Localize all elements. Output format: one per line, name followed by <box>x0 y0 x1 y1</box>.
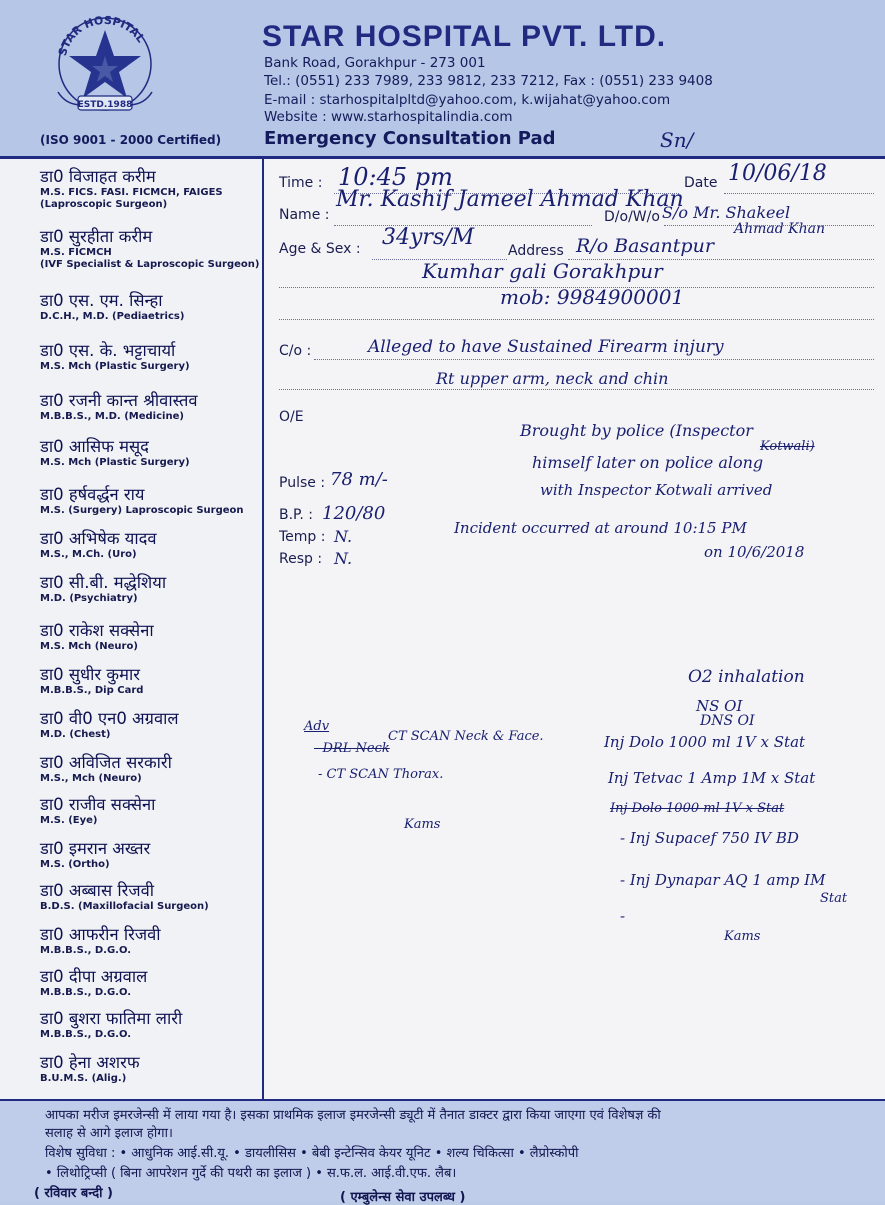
doctor-qualification: M.B.B.S., Dip Card <box>40 685 144 696</box>
examination-strike: Kotwali) <box>760 439 815 454</box>
doctor-entry <box>40 341 262 373</box>
footer-facilities-2: • लिथोट्रिप्सी ( बिना आपरेशन गुर्दे की पथरी का इलाज ) • स.फ.ल. आई.वी.एफ. लैब। <box>45 1166 457 1181</box>
doctor-qualification: B.D.S. (Maxillofacial Surgeon) <box>40 901 209 912</box>
doctor-name: डा0 इमरान अख्तर <box>40 839 151 858</box>
hospital-name: STAR HOSPITAL PVT. LTD. <box>262 20 667 53</box>
doctor-name: डा0 सी.बी. मद्धेशिया <box>40 573 167 592</box>
doctor-name: डा0 विजाहत करीम <box>40 167 156 186</box>
star-hospital-logo <box>48 12 163 124</box>
rx-5: - Inj Dynapar AQ 1 amp IM <box>620 871 826 889</box>
doctor-entry <box>40 709 262 741</box>
doctor-name: डा0 वी0 एन0 अग्रवाल <box>40 709 179 728</box>
signature-1: Kams <box>404 817 441 832</box>
temp-value: N. <box>334 527 353 546</box>
doctor-entry <box>40 881 262 913</box>
footer-facilities: विशेष सुविधा : • आधुनिक आई.सी.यू. • डायलीसिस • बेबी इन्टेन्सिव केयर यूनिट • शल्य चिकित्सा • लैप्रोस्कोपी <box>45 1146 579 1161</box>
doctor-entry <box>40 665 262 697</box>
address-value-1: R/o Basantpur <box>576 235 714 257</box>
doctor-entry <box>40 839 262 871</box>
time-value: 10:45 pm <box>338 163 453 191</box>
doctor-qualification: M.S. FICMCH <box>40 247 112 258</box>
doctor-entry <box>40 291 262 323</box>
pulse-label: Pulse : <box>279 475 326 491</box>
advice-struck: - DRL Neck <box>314 741 390 756</box>
bp-label: B.P. : <box>279 507 313 523</box>
doctor-entry <box>40 967 262 999</box>
temp-label: Temp : <box>279 529 326 545</box>
rx-5-stat: Stat <box>820 891 848 906</box>
doctor-entry <box>40 573 262 605</box>
doctor-name: डा0 हेना अशरफ <box>40 1053 140 1072</box>
doctor-qualification: B.U.M.S. (Alig.) <box>40 1073 127 1084</box>
examination-value-1: Brought by police (Inspector <box>520 421 753 440</box>
doctor-name: डा0 एस. के. भट्टाचार्या <box>40 341 176 360</box>
doctor-name: डा0 आसिफ मसूद <box>40 437 149 456</box>
dns-note: DNS OI <box>700 713 755 729</box>
doctor-qualification: D.C.H., M.D. (Pediaetrics) <box>40 311 185 322</box>
name-value: Mr. Kashif Jameel Ahmad Khan <box>336 187 684 212</box>
rx-1: Inj Dolo 1000 ml 1V x Stat <box>604 733 806 751</box>
hospital-website: Website : www.starhospitalindia.com <box>264 109 513 125</box>
svg-text:ESTD.1988: ESTD.1988 <box>77 100 133 110</box>
doctor-qualification: M.B.B.S., M.D. (Medicine) <box>40 411 184 422</box>
complaint-value-1: Alleged to have Sustained Firearm injury <box>368 337 724 357</box>
doctor-qualification: M.S. FICS. FASI. FICMCH, FAIGES <box>40 187 223 198</box>
doctor-qualification: M.S. (Surgery) Laproscopic Surgeon <box>40 505 244 516</box>
doctor-name: डा0 दीपा अग्रवाल <box>40 967 148 986</box>
doctor-name: डा0 एस. एम. सिन्हा <box>40 291 163 310</box>
pad-mark-handwritten: Sn/ <box>660 128 694 152</box>
relation-value: S/o Mr. Shakeel <box>662 203 791 222</box>
doctor-name: डा0 आफरीन रिजवी <box>40 925 161 944</box>
doctor-entry <box>40 621 262 653</box>
doctor-qualification: M.D. (Chest) <box>40 729 111 740</box>
footer-notice <box>0 1099 885 1205</box>
footer-ambulance: ( एम्बुलेन्स सेवा उपलब्ध ) <box>340 1190 466 1205</box>
hospital-address: Bank Road, Gorakhpur - 273 001 <box>264 55 486 71</box>
doctor-name: डा0 राकेश सक्सेना <box>40 621 154 640</box>
resp-value: N. <box>334 549 353 568</box>
doctor-specialty: (Laproscopic Surgeon) <box>40 199 168 210</box>
o2-note: O2 inhalation <box>688 667 805 687</box>
rx-6: - <box>620 907 626 925</box>
footer-sunday: ( रविवार बन्दी ) <box>34 1186 113 1201</box>
relation-label: D/o/W/o <box>604 209 660 225</box>
doctor-qualification: M.S. (Eye) <box>40 815 98 826</box>
iso-certification: (ISO 9001 - 2000 Certified) <box>40 133 222 147</box>
doctor-qualification: M.S. Mch (Plastic Surgery) <box>40 361 190 372</box>
doctor-name: डा0 अविजित सरकारी <box>40 753 172 772</box>
doctor-entry <box>40 485 262 517</box>
examination-value-3: with Inspector Kotwali arrived <box>540 481 773 499</box>
hospital-phone: Tel.: (0551) 233 7989, 233 9812, 233 7212, Fax : (0551) 233 9408 <box>264 73 713 89</box>
doctor-entry <box>40 925 262 957</box>
doctor-specialty: (IVF Specialist & Laproscopic Surgeon) <box>40 259 260 270</box>
rx-2: Inj Tetvac 1 Amp 1M x Stat <box>608 769 816 787</box>
doctor-qualification: M.B.B.S., D.G.O. <box>40 1029 132 1040</box>
consultation-form <box>264 159 885 1099</box>
doctor-entry <box>40 529 262 561</box>
date-label: Date <box>684 175 718 191</box>
doctor-qualification: M.B.B.S., D.G.O. <box>40 945 132 956</box>
hospital-email: E-mail : starhospitalpltd@yahoo.com, k.wijahat@yahoo.com <box>264 92 671 108</box>
footer-line-1: आपका मरीज इमरजेन्सी में लाया गया है। इसका प्राथमिक इलाज इमरजेन्सी ड्यूटी में तैनात डाक्टर द्वारा किया जाएगा एवं विशेषज्ञ की <box>45 1108 661 1123</box>
doctor-entry <box>40 1009 262 1041</box>
doctor-list <box>0 159 264 1099</box>
doctor-name: डा0 रजनी कान्त श्रीवास्तव <box>40 391 198 410</box>
footer-line-2: सलाह से आगे इलाज होगा। <box>45 1126 173 1141</box>
doctor-name: डा0 अभिषेक यादव <box>40 529 157 548</box>
doctor-name: डा0 हर्षवर्द्धन राय <box>40 485 145 504</box>
doctor-name: डा0 राजीव सक्सेना <box>40 795 156 814</box>
svg-text:STAR HOSPITAL: STAR HOSPITAL <box>55 13 148 58</box>
name-label: Name : <box>279 207 330 223</box>
doctor-entry <box>40 167 262 211</box>
pulse-value: 78 m/- <box>330 469 388 490</box>
doctor-entry <box>40 437 262 469</box>
ns-note: NS OI <box>696 697 743 715</box>
rx-3-struck: Inj Dolo 1000 ml 1V x Stat <box>610 801 785 816</box>
mobile-value: mob: 9984900001 <box>500 285 685 309</box>
examination-value-2: himself later on police along <box>532 453 764 472</box>
letterhead <box>0 0 885 159</box>
time-label: Time : <box>279 175 323 191</box>
doctor-qualification: M.S., M.Ch. (Uro) <box>40 549 137 560</box>
address-value-2: Kumhar gali Gorakhpur <box>422 259 663 283</box>
rx-4: - Inj Supacef 750 IV BD <box>620 829 799 847</box>
advice-2: - CT SCAN Thorax. <box>318 767 444 782</box>
complaint-value-2: Rt upper arm, neck and chin <box>436 369 669 388</box>
doctor-entry <box>40 391 262 423</box>
age-sex-value: 34yrs/M <box>382 225 475 250</box>
date-value: 10/06/18 <box>728 161 827 186</box>
bp-value: 120/80 <box>322 503 386 524</box>
doctor-name: डा0 अब्बास रिजवी <box>40 881 155 900</box>
resp-label: Resp : <box>279 551 323 567</box>
address-label: Address <box>508 243 564 259</box>
advice-1: CT SCAN Neck & Face. <box>388 729 544 744</box>
doctor-entry <box>40 795 262 827</box>
doctor-entry <box>40 1053 262 1085</box>
doctor-name: डा0 सुरहीता करीम <box>40 227 153 246</box>
doctor-name: डा0 बुशरा फातिमा लारी <box>40 1009 183 1028</box>
doctor-qualification: M.S., Mch (Neuro) <box>40 773 142 784</box>
doctor-entry <box>40 227 262 271</box>
doctor-qualification: M.D. (Psychiatry) <box>40 593 138 604</box>
pad-title: Emergency Consultation Pad <box>264 128 556 149</box>
doctor-qualification: M.S. (Ortho) <box>40 859 110 870</box>
doctor-qualification: M.B.B.S., D.G.O. <box>40 987 132 998</box>
complaint-label: C/o : <box>279 343 312 359</box>
signature-2: Kams <box>724 929 761 944</box>
doctor-qualification: M.S. Mch (Neuro) <box>40 641 138 652</box>
doctor-entry <box>40 753 262 785</box>
doctor-qualification: M.S. Mch (Plastic Surgery) <box>40 457 190 468</box>
age-sex-label: Age & Sex : <box>279 241 361 257</box>
examination-label: O/E <box>279 409 304 425</box>
incident-note-1: Incident occurred at around 10:15 PM <box>454 519 747 537</box>
doctor-name: डा0 सुधीर कुमार <box>40 665 140 684</box>
incident-note-2: on 10/6/2018 <box>704 543 805 561</box>
relation-value-2: Ahmad Khan <box>734 221 825 237</box>
advice-heading: Adv <box>304 719 330 734</box>
